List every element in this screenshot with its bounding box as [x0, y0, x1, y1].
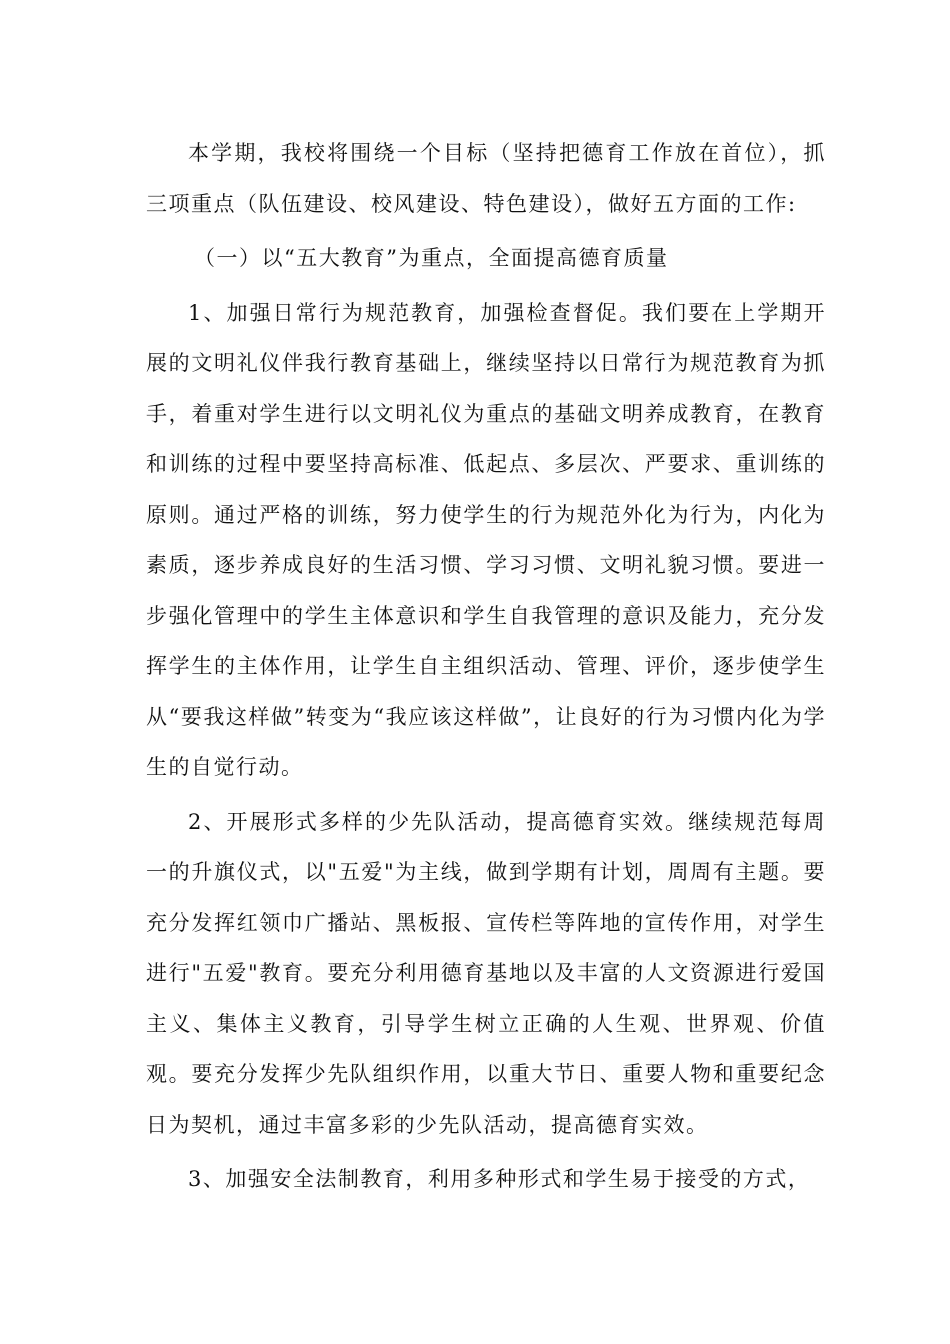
- item-3-paragraph: 3、加强安全法制教育，利用多种形式和学生易于接受的方式，: [188, 1167, 811, 1191]
- section-heading: （一）以“五大教育”为重点，全面提高德育质量: [194, 246, 669, 270]
- item-1-paragraph: 1、加强日常行为规范教育，加强检查督促。我们要在上学期开展的文明礼仪伴我行教育基础上，继续坚持以日常行为规范教育为抓手，着重对学生进行以文明礼仪为重点的基础文明养成教育，在教育和训练的过程中要坚持高标准、低起点、多层次、严要求、重训练的原则。通过严格的训练，努力使学生的行为规范外化为行为，内化为素质，逐步养成良好的生活习惯、学习习惯、文明礼貌习惯。要进一步强化管理中的学生主体意识和学生自我管理的意识及能力，充分发挥学生的主体作用，让学生自主组织活动、管理、评价，逐步使学生从“要我这样做”转变为“我应该这样做”，让良好的行为习惯内化为学生的自觉行动。: [146, 300, 826, 779]
- item-2-paragraph: 2、开展形式多样的少先队活动，提高德育实效。继续规范每周一的升旗仪式，以"五爱"为主线，做到学期有计划，周周有主题。要充分发挥红领巾广播站、黑板报、宣传栏等阵地的宣传作用，对学生进行"五爱"教育。要充分利用德育基地以及丰富的人文资源进行爱国主义、集体主义教育，引导学生树立正确的人生观、世界观、价值观。要充分发挥少先队组织作用，以重大节日、重要人物和重要纪念日为契机，通过丰富多彩的少先队活动，提高德育实效。: [146, 809, 826, 1137]
- intro-paragraph: 本学期，我校将围绕一个目标（坚持把德育工作放在首位），抓三项重点（队伍建设、校风建设、特色建设），做好五方面的工作:: [146, 141, 826, 216]
- document-body: [146, 128, 826, 1209]
